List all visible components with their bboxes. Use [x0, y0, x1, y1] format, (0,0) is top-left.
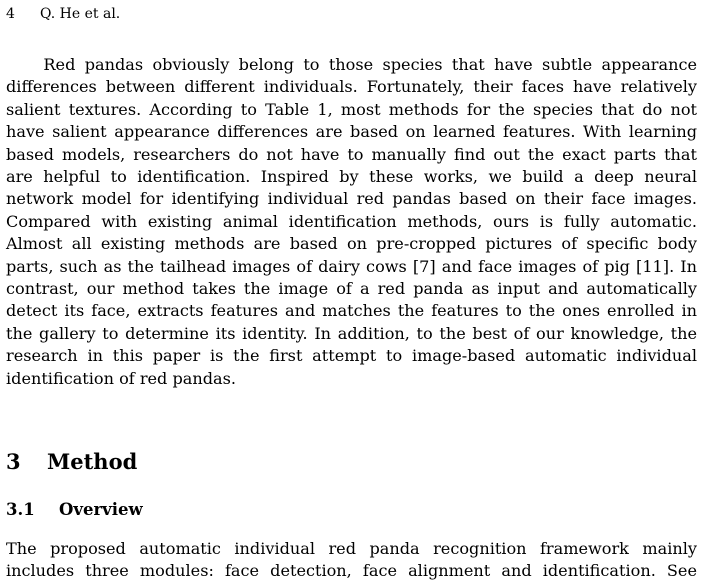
page-number: 4	[6, 6, 15, 22]
text-line: differences between different individuals. Fortunately, their faces have relatively	[6, 77, 697, 97]
text-line: research in this paper is the first attempt to image-based automatic individual	[6, 346, 697, 366]
paragraph-overview	[6, 538, 697, 583]
paragraph-related-work-summary	[6, 54, 697, 390]
text-line: Compared with existing animal identification methods, ours is fully automatic.	[6, 211, 697, 231]
text-line: salient textures. According to Table 1, most methods for the species that do not	[6, 99, 697, 119]
running-header	[6, 6, 120, 22]
section-heading	[6, 449, 137, 474]
text-line: includes three modules: face detection, face alignment and identification. See	[6, 561, 697, 581]
subsection-number: 3.1	[6, 500, 35, 519]
text-line: based models, researchers do not have to manually find out the exact parts that	[6, 144, 697, 164]
text-line: contrast, our method takes the image of a red panda as input and automatically	[6, 279, 697, 299]
running-head-authors: Q. He et al.	[40, 6, 121, 22]
text-line: network model for identifying individual red pandas based on their face images.	[6, 189, 697, 209]
section-title: Method	[47, 449, 138, 474]
subsection-title: Overview	[59, 500, 143, 519]
text-line: are helpful to identification. Inspired by these works, we build a deep neural	[6, 167, 697, 187]
text-line: The proposed automatic individual red panda recognition framework mainly	[6, 539, 697, 558]
text-line: Almost all existing methods are based on pre-cropped pictures of specific body	[6, 234, 697, 254]
text-line: identification of red pandas.	[6, 368, 237, 388]
text-line: Red pandas obviously belong to those species that have subtle appearance	[6, 55, 697, 74]
text-line: have salient appearance differences are based on learned features. With learning	[6, 122, 697, 142]
section-number: 3	[6, 449, 21, 474]
text-line: the gallery to determine its identity. In addition, to the best of our knowledge, the	[6, 323, 697, 343]
text-line: parts, such as the tailhead images of dairy cows [7] and face images of pig [11]. In	[6, 256, 697, 276]
text-line: detect its face, extracts features and matches the features to the ones enrolled in	[6, 301, 697, 321]
subsection-heading	[6, 500, 143, 519]
